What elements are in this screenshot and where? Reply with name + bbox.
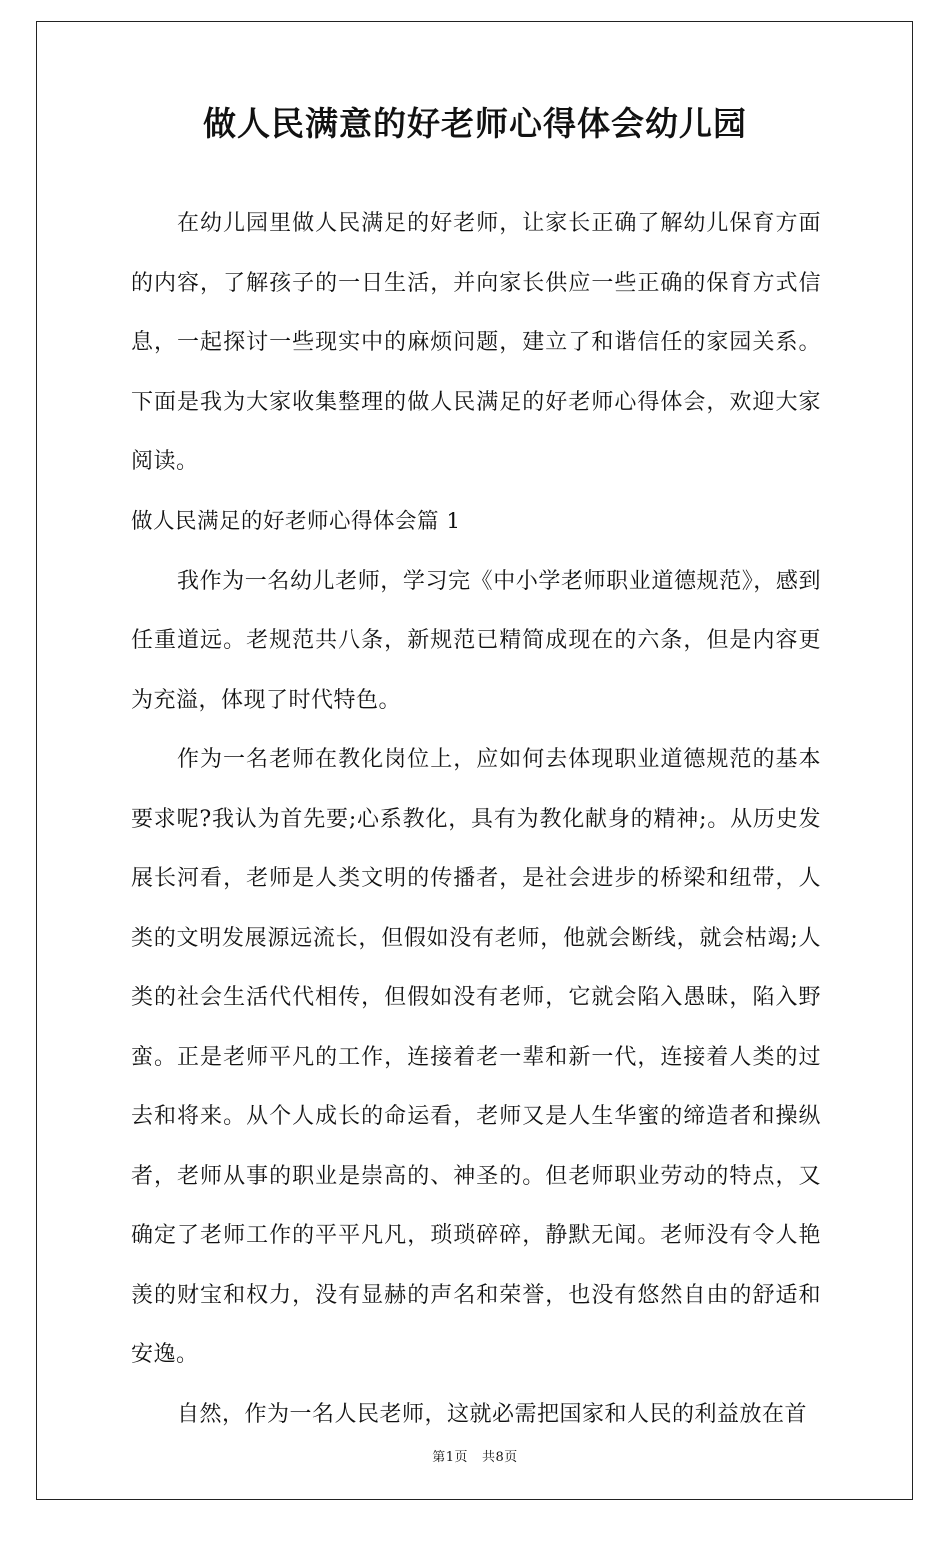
document-body <box>131 194 821 1444</box>
body-paragraph-2: 作为一名老师在教化岗位上，应如何去体现职业道德规范的基本要求呢?我认为首先要;心系教化，具有为教化献身的精神;。从历史发展长河看，老师是人类文明的传播者，是社会进步的桥梁和纽带，人类的文明发展源远流长，但假如没有老师，他就会断线，就会枯竭;人类的社会生活代代相传，但假如没有老师，它就会陷入愚昧，陷入野蛮。正是老师平凡的工作，连接着老一辈和新一代，连接着人类的过去和将来。从个人成长的命运看，老师又是人生华蜜的缔造者和操纵者，老师从事的职业是崇高的、神圣的。但老师职业劳动的特点，又确定了老师工作的平平凡凡，琐琐碎碎，静默无闻。老师没有令人艳羡的财宝和权力，没有显赫的声名和荣誉，也没有悠然自由的舒适和安逸。 <box>131 747 821 1367</box>
page-footer <box>0 1449 950 1467</box>
section-heading: 做人民满足的好老师心得体会篇 1 <box>131 508 461 534</box>
body-paragraph-1: 我作为一名幼儿老师，学习完《中小学老师职业道德规范》，感到任重道远。老规范共八条，新规范已精简成现在的六条，但是内容更为充溢，体现了时代特色。 <box>131 568 821 713</box>
intro-paragraph: 在幼儿园里做人民满足的好老师，让家长正确了解幼儿保育方面的内容，了解孩子的一日生活，并向家长供应一些正确的保育方式信息，一起探讨一些现实中的麻烦问题，建立了和谐信任的家园关系。下面是我为大家收集整理的做人民满足的好老师心得体会，欢迎大家阅读。 <box>131 211 821 474</box>
page-number-total: 共8页 <box>482 1450 518 1465</box>
document-title: 做人民满意的好老师心得体会幼儿园 <box>203 104 747 143</box>
page-number-current: 第1页 <box>432 1450 468 1465</box>
body-paragraph-3: 自然，作为一名人民老师，这就必需把国家和人民的利益放在首 <box>177 1401 808 1427</box>
